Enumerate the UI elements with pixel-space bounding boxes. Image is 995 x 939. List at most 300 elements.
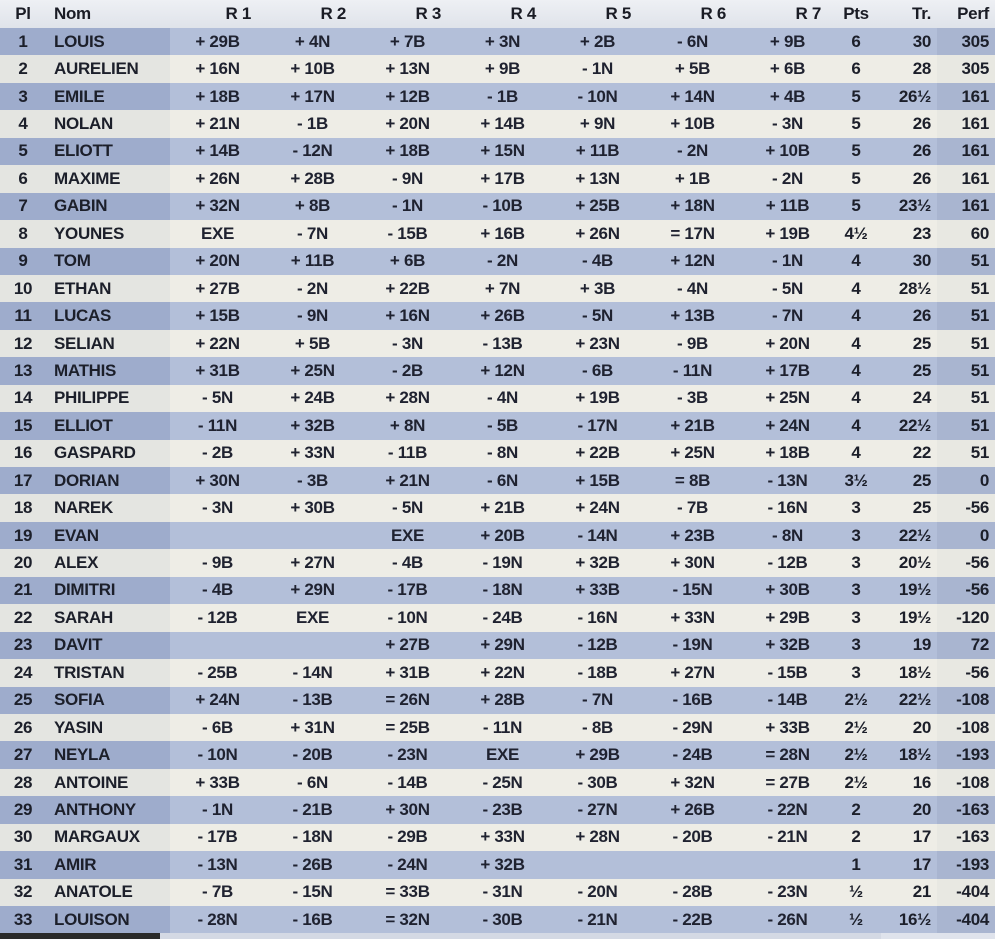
cell-round-2 (265, 522, 360, 549)
cell-pts: 3 (835, 522, 877, 549)
cell-round-4: + 16B (455, 220, 550, 247)
cell-round-2: - 2N (265, 275, 360, 302)
cell-round-7: - 8N (740, 522, 835, 549)
cell-round-2: - 18N (265, 824, 360, 851)
cell-round-6: + 12N (645, 248, 740, 275)
cell-pts: 2½ (835, 769, 877, 796)
cell-round-5: + 13N (550, 165, 645, 192)
cell-round-6: - 9B (645, 330, 740, 357)
cell-nom: ANATOLE (46, 879, 170, 906)
cell-pl: 21 (0, 577, 46, 604)
cell-perf: -193 (937, 851, 995, 878)
cell-round-6: + 32N (645, 769, 740, 796)
table-header (0, 0, 995, 28)
cell-round-1: - 7B (170, 879, 265, 906)
cell-round-3: - 17B (360, 577, 455, 604)
cell-round-6: - 19N (645, 632, 740, 659)
cell-round-1: + 18B (170, 83, 265, 110)
cell-nom: LOUISON (46, 906, 170, 933)
table-row (0, 138, 995, 165)
cell-perf: -163 (937, 824, 995, 851)
cell-pts: 6 (835, 55, 877, 82)
cell-tr: 26 (877, 110, 937, 137)
cell-pl: 15 (0, 412, 46, 439)
cell-nom: AURELIEN (46, 55, 170, 82)
cell-nom: MARGAUX (46, 824, 170, 851)
table-row (0, 549, 995, 576)
cell-round-6: + 30N (645, 549, 740, 576)
cell-round-4: + 22N (455, 659, 550, 686)
cell-round-6: + 10B (645, 110, 740, 137)
cell-nom: ETHAN (46, 275, 170, 302)
cell-pts: 3 (835, 549, 877, 576)
table-row (0, 632, 995, 659)
cell-tr: 23½ (877, 193, 937, 220)
cell-pl: 5 (0, 138, 46, 165)
cell-round-6: - 29N (645, 714, 740, 741)
cell-round-7: + 25N (740, 385, 835, 412)
cell-round-2: - 1B (265, 110, 360, 137)
table-row (0, 330, 995, 357)
cell-round-6 (645, 851, 740, 878)
cell-tr: 25 (877, 330, 937, 357)
cell-round-2: - 20B (265, 741, 360, 768)
cell-round-6: + 21B (645, 412, 740, 439)
table-row (0, 440, 995, 467)
cell-pts: 3 (835, 632, 877, 659)
table-row (0, 659, 995, 686)
cell-round-1: - 1N (170, 796, 265, 823)
table-row (0, 467, 995, 494)
cell-round-1: - 5N (170, 385, 265, 412)
table-row (0, 879, 995, 906)
cell-round-6: + 1B (645, 165, 740, 192)
cell-perf: 72 (937, 632, 995, 659)
cell-round-4: + 33N (455, 824, 550, 851)
cell-perf: -56 (937, 659, 995, 686)
table-row (0, 220, 995, 247)
cell-pts: 4 (835, 275, 877, 302)
cell-round-4: + 9B (455, 55, 550, 82)
cell-round-5: - 12B (550, 632, 645, 659)
cell-pts: 4 (835, 248, 877, 275)
cell-round-1: - 4B (170, 577, 265, 604)
cell-pts: 6 (835, 28, 877, 55)
cell-round-3: EXE (360, 522, 455, 549)
cell-round-5: - 17N (550, 412, 645, 439)
cell-perf: 51 (937, 330, 995, 357)
cell-round-1: - 25B (170, 659, 265, 686)
cell-round-4: + 28B (455, 687, 550, 714)
table-row (0, 577, 995, 604)
table-row (0, 83, 995, 110)
cell-round-7: - 7N (740, 302, 835, 329)
cell-round-3: + 28N (360, 385, 455, 412)
table-row (0, 714, 995, 741)
cell-perf: 51 (937, 248, 995, 275)
cell-round-6: + 33N (645, 604, 740, 631)
cell-round-6: - 24B (645, 741, 740, 768)
cell-tr: 20½ (877, 549, 937, 576)
cell-perf: -404 (937, 906, 995, 933)
cell-round-1: + 26N (170, 165, 265, 192)
cell-round-7: + 11B (740, 193, 835, 220)
cell-round-7 (740, 851, 835, 878)
cell-round-3: + 20N (360, 110, 455, 137)
cell-tr: 28½ (877, 275, 937, 302)
cell-round-1: - 2B (170, 440, 265, 467)
cell-round-1: + 15B (170, 302, 265, 329)
cell-perf: 0 (937, 467, 995, 494)
cell-round-4: - 8N (455, 440, 550, 467)
cell-perf: -108 (937, 687, 995, 714)
cell-nom: NAREK (46, 494, 170, 521)
cell-round-4: - 2N (455, 248, 550, 275)
cell-round-2: + 27N (265, 549, 360, 576)
cell-round-5: - 27N (550, 796, 645, 823)
cell-round-3: + 7B (360, 28, 455, 55)
cell-round-7: + 33B (740, 714, 835, 741)
cell-round-2: - 7N (265, 220, 360, 247)
cell-round-2: + 5B (265, 330, 360, 357)
cell-perf: 161 (937, 165, 995, 192)
cell-round-5 (550, 851, 645, 878)
cell-round-7: - 12B (740, 549, 835, 576)
cell-round-2: EXE (265, 604, 360, 631)
cell-nom: TOM (46, 248, 170, 275)
cell-nom: ANTHONY (46, 796, 170, 823)
header-r4: R 4 (455, 0, 550, 28)
cell-round-7: - 1N (740, 248, 835, 275)
cell-round-2: + 4N (265, 28, 360, 55)
cell-round-5: + 19B (550, 385, 645, 412)
cell-round-2: - 9N (265, 302, 360, 329)
cell-round-5: - 1N (550, 55, 645, 82)
cell-round-1: + 14B (170, 138, 265, 165)
cell-pl: 11 (0, 302, 46, 329)
cell-round-3: - 3N (360, 330, 455, 357)
cell-round-5: + 11B (550, 138, 645, 165)
cell-round-5: - 5N (550, 302, 645, 329)
cell-round-6: + 27N (645, 659, 740, 686)
cell-nom: EVAN (46, 522, 170, 549)
cell-perf: -108 (937, 769, 995, 796)
cell-tr: 23 (877, 220, 937, 247)
cell-round-5: + 26N (550, 220, 645, 247)
cell-round-4: + 21B (455, 494, 550, 521)
cell-pts: ½ (835, 906, 877, 933)
cell-round-5: + 22B (550, 440, 645, 467)
table-row (0, 165, 995, 192)
cell-round-7: + 18B (740, 440, 835, 467)
cell-pts: 5 (835, 110, 877, 137)
cell-round-3: + 16N (360, 302, 455, 329)
cell-perf: 60 (937, 220, 995, 247)
cell-round-3: + 13N (360, 55, 455, 82)
cell-round-3: = 33B (360, 879, 455, 906)
cell-round-2: + 32B (265, 412, 360, 439)
cell-round-6: - 2N (645, 138, 740, 165)
cell-round-1: + 30N (170, 467, 265, 494)
cell-perf: 51 (937, 440, 995, 467)
cell-round-5: - 10N (550, 83, 645, 110)
header-r5: R 5 (550, 0, 645, 28)
cell-tr: 19½ (877, 577, 937, 604)
cell-round-4: - 10B (455, 193, 550, 220)
cell-round-2: - 21B (265, 796, 360, 823)
cell-round-2: - 14N (265, 659, 360, 686)
cell-round-1: - 9B (170, 549, 265, 576)
cell-pl: 23 (0, 632, 46, 659)
cell-perf: -193 (937, 741, 995, 768)
cell-round-1: + 27B (170, 275, 265, 302)
cell-pts: 2½ (835, 687, 877, 714)
cell-pl: 6 (0, 165, 46, 192)
cell-round-2: - 15N (265, 879, 360, 906)
cell-pl: 25 (0, 687, 46, 714)
cell-tr: 16 (877, 769, 937, 796)
cell-perf: 161 (937, 138, 995, 165)
cell-round-2: + 30B (265, 494, 360, 521)
cell-tr: 25 (877, 467, 937, 494)
header-r7: R 7 (740, 0, 835, 28)
cell-nom: LOUIS (46, 28, 170, 55)
cell-round-4: + 12N (455, 357, 550, 384)
cell-round-4: - 4N (455, 385, 550, 412)
cell-round-5: + 25B (550, 193, 645, 220)
cell-pts: 5 (835, 138, 877, 165)
cell-nom: TRISTAN (46, 659, 170, 686)
cell-round-5: + 32B (550, 549, 645, 576)
cell-round-3: - 15B (360, 220, 455, 247)
cell-round-6: + 14N (645, 83, 740, 110)
cell-pl: 10 (0, 275, 46, 302)
cell-tr: 22 (877, 440, 937, 467)
cell-round-7: + 6B (740, 55, 835, 82)
cell-tr: 26 (877, 138, 937, 165)
cell-round-3: + 8N (360, 412, 455, 439)
cell-nom: EMILE (46, 83, 170, 110)
cell-round-3: + 22B (360, 275, 455, 302)
cell-round-3: = 25B (360, 714, 455, 741)
table-row (0, 110, 995, 137)
cell-perf: 51 (937, 302, 995, 329)
table-row (0, 906, 995, 933)
cell-pts: 1 (835, 851, 877, 878)
cell-pts: 4 (835, 357, 877, 384)
table-row (0, 412, 995, 439)
cell-round-1: - 28N (170, 906, 265, 933)
cell-tr: 18½ (877, 741, 937, 768)
cell-round-1: - 12B (170, 604, 265, 631)
cell-round-2: + 17N (265, 83, 360, 110)
header-nom: Nom (46, 0, 170, 28)
cell-round-7: - 2N (740, 165, 835, 192)
cell-round-2: + 11B (265, 248, 360, 275)
cell-perf: 161 (937, 83, 995, 110)
cell-round-5: - 4B (550, 248, 645, 275)
cell-round-4: + 20B (455, 522, 550, 549)
cell-round-5: + 29B (550, 741, 645, 768)
cell-round-3: + 6B (360, 248, 455, 275)
cell-round-3: + 18B (360, 138, 455, 165)
table-row (0, 357, 995, 384)
cell-pl: 1 (0, 28, 46, 55)
cell-nom: YOUNES (46, 220, 170, 247)
cell-nom: SELIAN (46, 330, 170, 357)
cell-round-6: - 28B (645, 879, 740, 906)
cell-perf: 0 (937, 522, 995, 549)
cell-round-1: + 31B (170, 357, 265, 384)
cell-nom: AMIR (46, 851, 170, 878)
cell-round-7: - 15B (740, 659, 835, 686)
cell-round-2: + 25N (265, 357, 360, 384)
table-row (0, 494, 995, 521)
cell-round-6: = 8B (645, 467, 740, 494)
cell-pts: 4 (835, 412, 877, 439)
cell-round-5: - 14N (550, 522, 645, 549)
cell-round-7: - 13N (740, 467, 835, 494)
cell-pl: 29 (0, 796, 46, 823)
cell-round-1: + 21N (170, 110, 265, 137)
cell-tr: 30 (877, 28, 937, 55)
cell-round-2: + 8B (265, 193, 360, 220)
header-perf: Perf (937, 0, 995, 28)
cell-round-3: - 23N (360, 741, 455, 768)
cell-perf: -404 (937, 879, 995, 906)
cell-round-5: + 15B (550, 467, 645, 494)
cell-tr: 26½ (877, 83, 937, 110)
header-r2: R 2 (265, 0, 360, 28)
cell-pl: 26 (0, 714, 46, 741)
cell-round-1: - 13N (170, 851, 265, 878)
cell-pl: 28 (0, 769, 46, 796)
cell-nom: MAXIME (46, 165, 170, 192)
cell-nom: SARAH (46, 604, 170, 631)
header-r3: R 3 (360, 0, 455, 28)
cell-round-1: - 3N (170, 494, 265, 521)
cell-round-6: - 6N (645, 28, 740, 55)
cell-pl: 22 (0, 604, 46, 631)
cell-round-3: - 5N (360, 494, 455, 521)
cell-pl: 13 (0, 357, 46, 384)
cell-round-5: + 2B (550, 28, 645, 55)
cell-round-7: = 28N (740, 741, 835, 768)
cell-round-5: - 6B (550, 357, 645, 384)
cell-round-4: - 31N (455, 879, 550, 906)
cell-round-6: - 15N (645, 577, 740, 604)
cell-round-2: - 6N (265, 769, 360, 796)
cell-round-7: + 9B (740, 28, 835, 55)
cell-pl: 32 (0, 879, 46, 906)
header-r6: R 6 (645, 0, 740, 28)
cell-pts: 2 (835, 824, 877, 851)
cell-round-5: + 28N (550, 824, 645, 851)
cell-round-7: + 17B (740, 357, 835, 384)
cell-perf: -56 (937, 549, 995, 576)
cell-nom: DAVIT (46, 632, 170, 659)
cell-nom: ALEX (46, 549, 170, 576)
table-row (0, 604, 995, 631)
cell-round-6: + 5B (645, 55, 740, 82)
cell-round-2: - 3B (265, 467, 360, 494)
cell-tr: 25 (877, 357, 937, 384)
cell-round-5: - 7N (550, 687, 645, 714)
cell-round-3: = 26N (360, 687, 455, 714)
cell-round-1: - 17B (170, 824, 265, 851)
cell-tr: 17 (877, 851, 937, 878)
cell-round-5: - 20N (550, 879, 645, 906)
cell-nom: DIMITRI (46, 577, 170, 604)
table-row (0, 55, 995, 82)
cell-round-1 (170, 632, 265, 659)
cell-round-7: - 3N (740, 110, 835, 137)
cell-round-4: - 30B (455, 906, 550, 933)
cell-perf: 51 (937, 275, 995, 302)
cell-round-3: + 21N (360, 467, 455, 494)
table-row (0, 248, 995, 275)
cell-perf: 51 (937, 412, 995, 439)
table-row (0, 796, 995, 823)
cell-round-4: - 24B (455, 604, 550, 631)
cell-round-5: - 8B (550, 714, 645, 741)
cell-round-3: - 24N (360, 851, 455, 878)
cell-nom: SOFIA (46, 687, 170, 714)
cell-tr: 17 (877, 824, 937, 851)
cell-perf: -108 (937, 714, 995, 741)
cell-round-5: - 30B (550, 769, 645, 796)
cell-pts: 3 (835, 494, 877, 521)
cell-round-1: + 24N (170, 687, 265, 714)
table-row (0, 687, 995, 714)
cell-nom: ANTOINE (46, 769, 170, 796)
cell-round-4: + 26B (455, 302, 550, 329)
cell-pl: 12 (0, 330, 46, 357)
cell-nom: DORIAN (46, 467, 170, 494)
table-row (0, 302, 995, 329)
cell-round-7: - 14B (740, 687, 835, 714)
cell-round-2: + 28B (265, 165, 360, 192)
cell-pts: 5 (835, 165, 877, 192)
cell-round-4: + 32B (455, 851, 550, 878)
cell-tr: 16½ (877, 906, 937, 933)
cell-round-5: + 23N (550, 330, 645, 357)
table-row (0, 824, 995, 851)
cell-round-6: - 4N (645, 275, 740, 302)
header-r1: R 1 (170, 0, 265, 28)
cell-round-3: = 32N (360, 906, 455, 933)
cell-tr: 19½ (877, 604, 937, 631)
cell-round-1: + 16N (170, 55, 265, 82)
cell-round-7: + 30B (740, 577, 835, 604)
cell-round-2: + 10B (265, 55, 360, 82)
cell-tr: 21 (877, 879, 937, 906)
cell-pts: 2½ (835, 741, 877, 768)
cell-pl: 27 (0, 741, 46, 768)
cell-round-6: + 18N (645, 193, 740, 220)
cell-round-1 (170, 522, 265, 549)
table-body (0, 28, 995, 933)
cell-round-3: - 11B (360, 440, 455, 467)
cell-pl: 3 (0, 83, 46, 110)
cell-pts: 2 (835, 796, 877, 823)
cell-round-4: + 7N (455, 275, 550, 302)
cell-pl: 9 (0, 248, 46, 275)
cell-perf: -120 (937, 604, 995, 631)
cell-pl: 18 (0, 494, 46, 521)
cell-round-4: + 29N (455, 632, 550, 659)
cell-round-1: - 10N (170, 741, 265, 768)
